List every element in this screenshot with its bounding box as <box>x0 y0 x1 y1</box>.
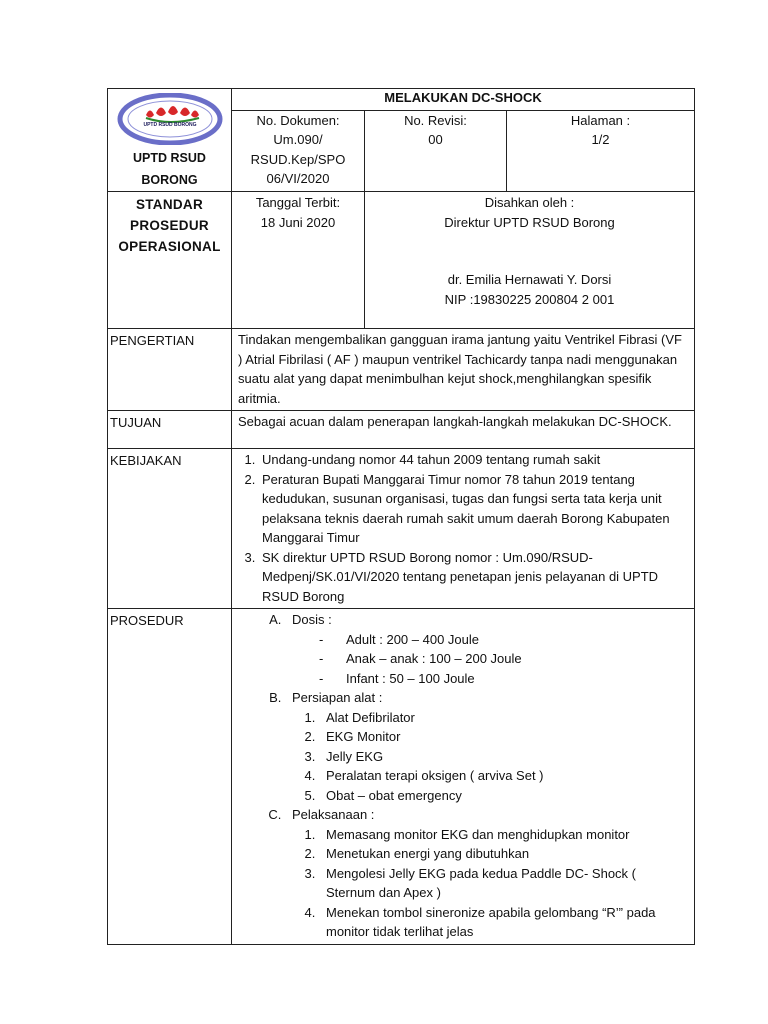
prosedur-section-b <box>285 688 688 805</box>
approved-by: Direktur UPTD RSUD Borong <box>444 214 615 230</box>
tujuan-label: TUJUAN <box>108 411 232 449</box>
sop-document <box>107 88 694 945</box>
page-cell <box>507 110 695 191</box>
sop-heading-line2: PROSEDUR <box>130 218 209 233</box>
list-item: 2. Menetukan energi yang dibutuhkan <box>319 844 688 864</box>
issue-date-value: 18 Juni 2020 <box>260 214 336 230</box>
hospital-logo-icon <box>116 93 224 145</box>
dosis-title: Dosis : <box>292 612 332 627</box>
pelaksanaan-title: Pelaksanaan : <box>292 807 375 822</box>
approval-cell <box>365 192 695 329</box>
prosedur-section-c <box>285 805 688 942</box>
list-item: - Adult : 200 – 400 Joule <box>319 630 688 650</box>
hospital-logo <box>108 89 231 137</box>
revision-label: No. Revisi: <box>404 112 467 128</box>
list-item: 2. EKG Monitor <box>319 727 688 747</box>
kebijakan-content <box>232 449 695 609</box>
document-number-label: No. Dokumen: <box>256 112 340 128</box>
pelaksanaan-list <box>292 825 688 942</box>
page-value: 1/2 <box>591 132 610 148</box>
dosis-list <box>292 630 688 689</box>
pengertian-text: Tindakan mengembalikan gangguan irama jantung yaitu Ventrikel Fibrasi (VF ) Atrial Fibrilasi ( AF ) maupun ventrikel Tachicardy tanpa nadi menggunakan suatu alat yang dapat menimbulhan kejut shock,menghilangkan spesifik aritmia. <box>232 329 695 411</box>
list-item: 4. Peralatan terapi oksigen ( arviva Set ) <box>319 766 688 786</box>
kebijakan-label: KEBIJAKAN <box>108 449 232 609</box>
logo-text: UPTD RSUD BORONG <box>142 122 197 128</box>
list-item: 3. Jelly EKG <box>319 747 688 767</box>
list-item: 3. Mengolesi Jelly EKG pada kedua Paddle DC- Shock ( Sternum dan Apex ) <box>319 864 688 903</box>
sop-table <box>107 88 695 945</box>
revision-cell <box>365 110 507 191</box>
hospital-name-line1: UPTD RSUD <box>133 151 206 165</box>
kebijakan-list <box>238 450 688 606</box>
prosedur-list <box>238 610 688 942</box>
prosedur-section-a <box>285 610 688 688</box>
page-label: Halaman : <box>570 112 631 128</box>
document-number-line3: 06/VI/2020 <box>266 171 330 187</box>
list-item: 1. Memasang monitor EKG dan menghidupkan monitor <box>319 825 688 845</box>
signer-nip: NIP :19830225 200804 2 001 <box>444 291 615 307</box>
hospital-name <box>108 147 231 191</box>
document-title: MELAKUKAN DC-SHOCK <box>232 89 695 111</box>
list-item: 4. Menekan tombol sineronize apabila gelombang “R’” pada monitor tidak terlihat jelas <box>319 903 688 942</box>
signature-space <box>365 232 694 270</box>
document-number-cell <box>232 110 365 191</box>
sop-heading-line1: STANDAR <box>135 197 204 212</box>
revision-value: 00 <box>428 132 443 148</box>
prosedur-content <box>232 609 695 945</box>
list-item: 1. Alat Defibrilator <box>319 708 688 728</box>
pengertian-label: PENGERTIAN <box>108 329 232 411</box>
document-number-line1: Um.090/ <box>273 132 323 148</box>
approved-label: Disahkan oleh : <box>484 195 575 210</box>
signer-name: dr. Emilia Hernawati Y. Dorsi <box>447 272 612 287</box>
persiapan-title: Persiapan alat : <box>292 690 383 705</box>
persiapan-list <box>292 708 688 806</box>
document-number-line2: RSUD.Kep/SPO <box>250 151 346 167</box>
list-item: 1. Undang-undang nomor 44 tahun 2009 tentang rumah sakit <box>259 450 688 470</box>
tujuan-text: Sebagai acuan dalam penerapan langkah-langkah melakukan DC-SHOCK. <box>232 411 695 449</box>
list-item: - Infant : 50 – 100 Joule <box>319 669 688 689</box>
list-item: - Anak – anak : 100 – 200 Joule <box>319 649 688 669</box>
list-item: 2. Peraturan Bupati Manggarai Timur nomor 78 tahun 2019 tentang kedudukan, susunan organisasi, tugas dan fungsi serta tata kerja unit pelaksana teknis daerah rumah sakit umum daerah Borong Kabupaten Manggarai Timur <box>259 470 688 548</box>
list-item: 3. SK direktur UPTD RSUD Borong nomor : Um.090/RSUD-Medpenj/SK.01/VI/2020 tentang penetapan jenis pelayanan di UPTD RSUD Borong <box>259 548 688 607</box>
issue-date-cell <box>232 192 365 329</box>
prosedur-label: PROSEDUR <box>108 609 232 945</box>
sop-heading-line3: OPERASIONAL <box>118 239 221 254</box>
list-item: 5. Obat – obat emergency <box>319 786 688 806</box>
hospital-name-line2: BORONG <box>141 173 198 187</box>
hospital-identity-cell <box>108 89 232 192</box>
sop-heading-cell <box>108 192 232 329</box>
issue-date-label: Tanggal Terbit: <box>255 195 341 210</box>
